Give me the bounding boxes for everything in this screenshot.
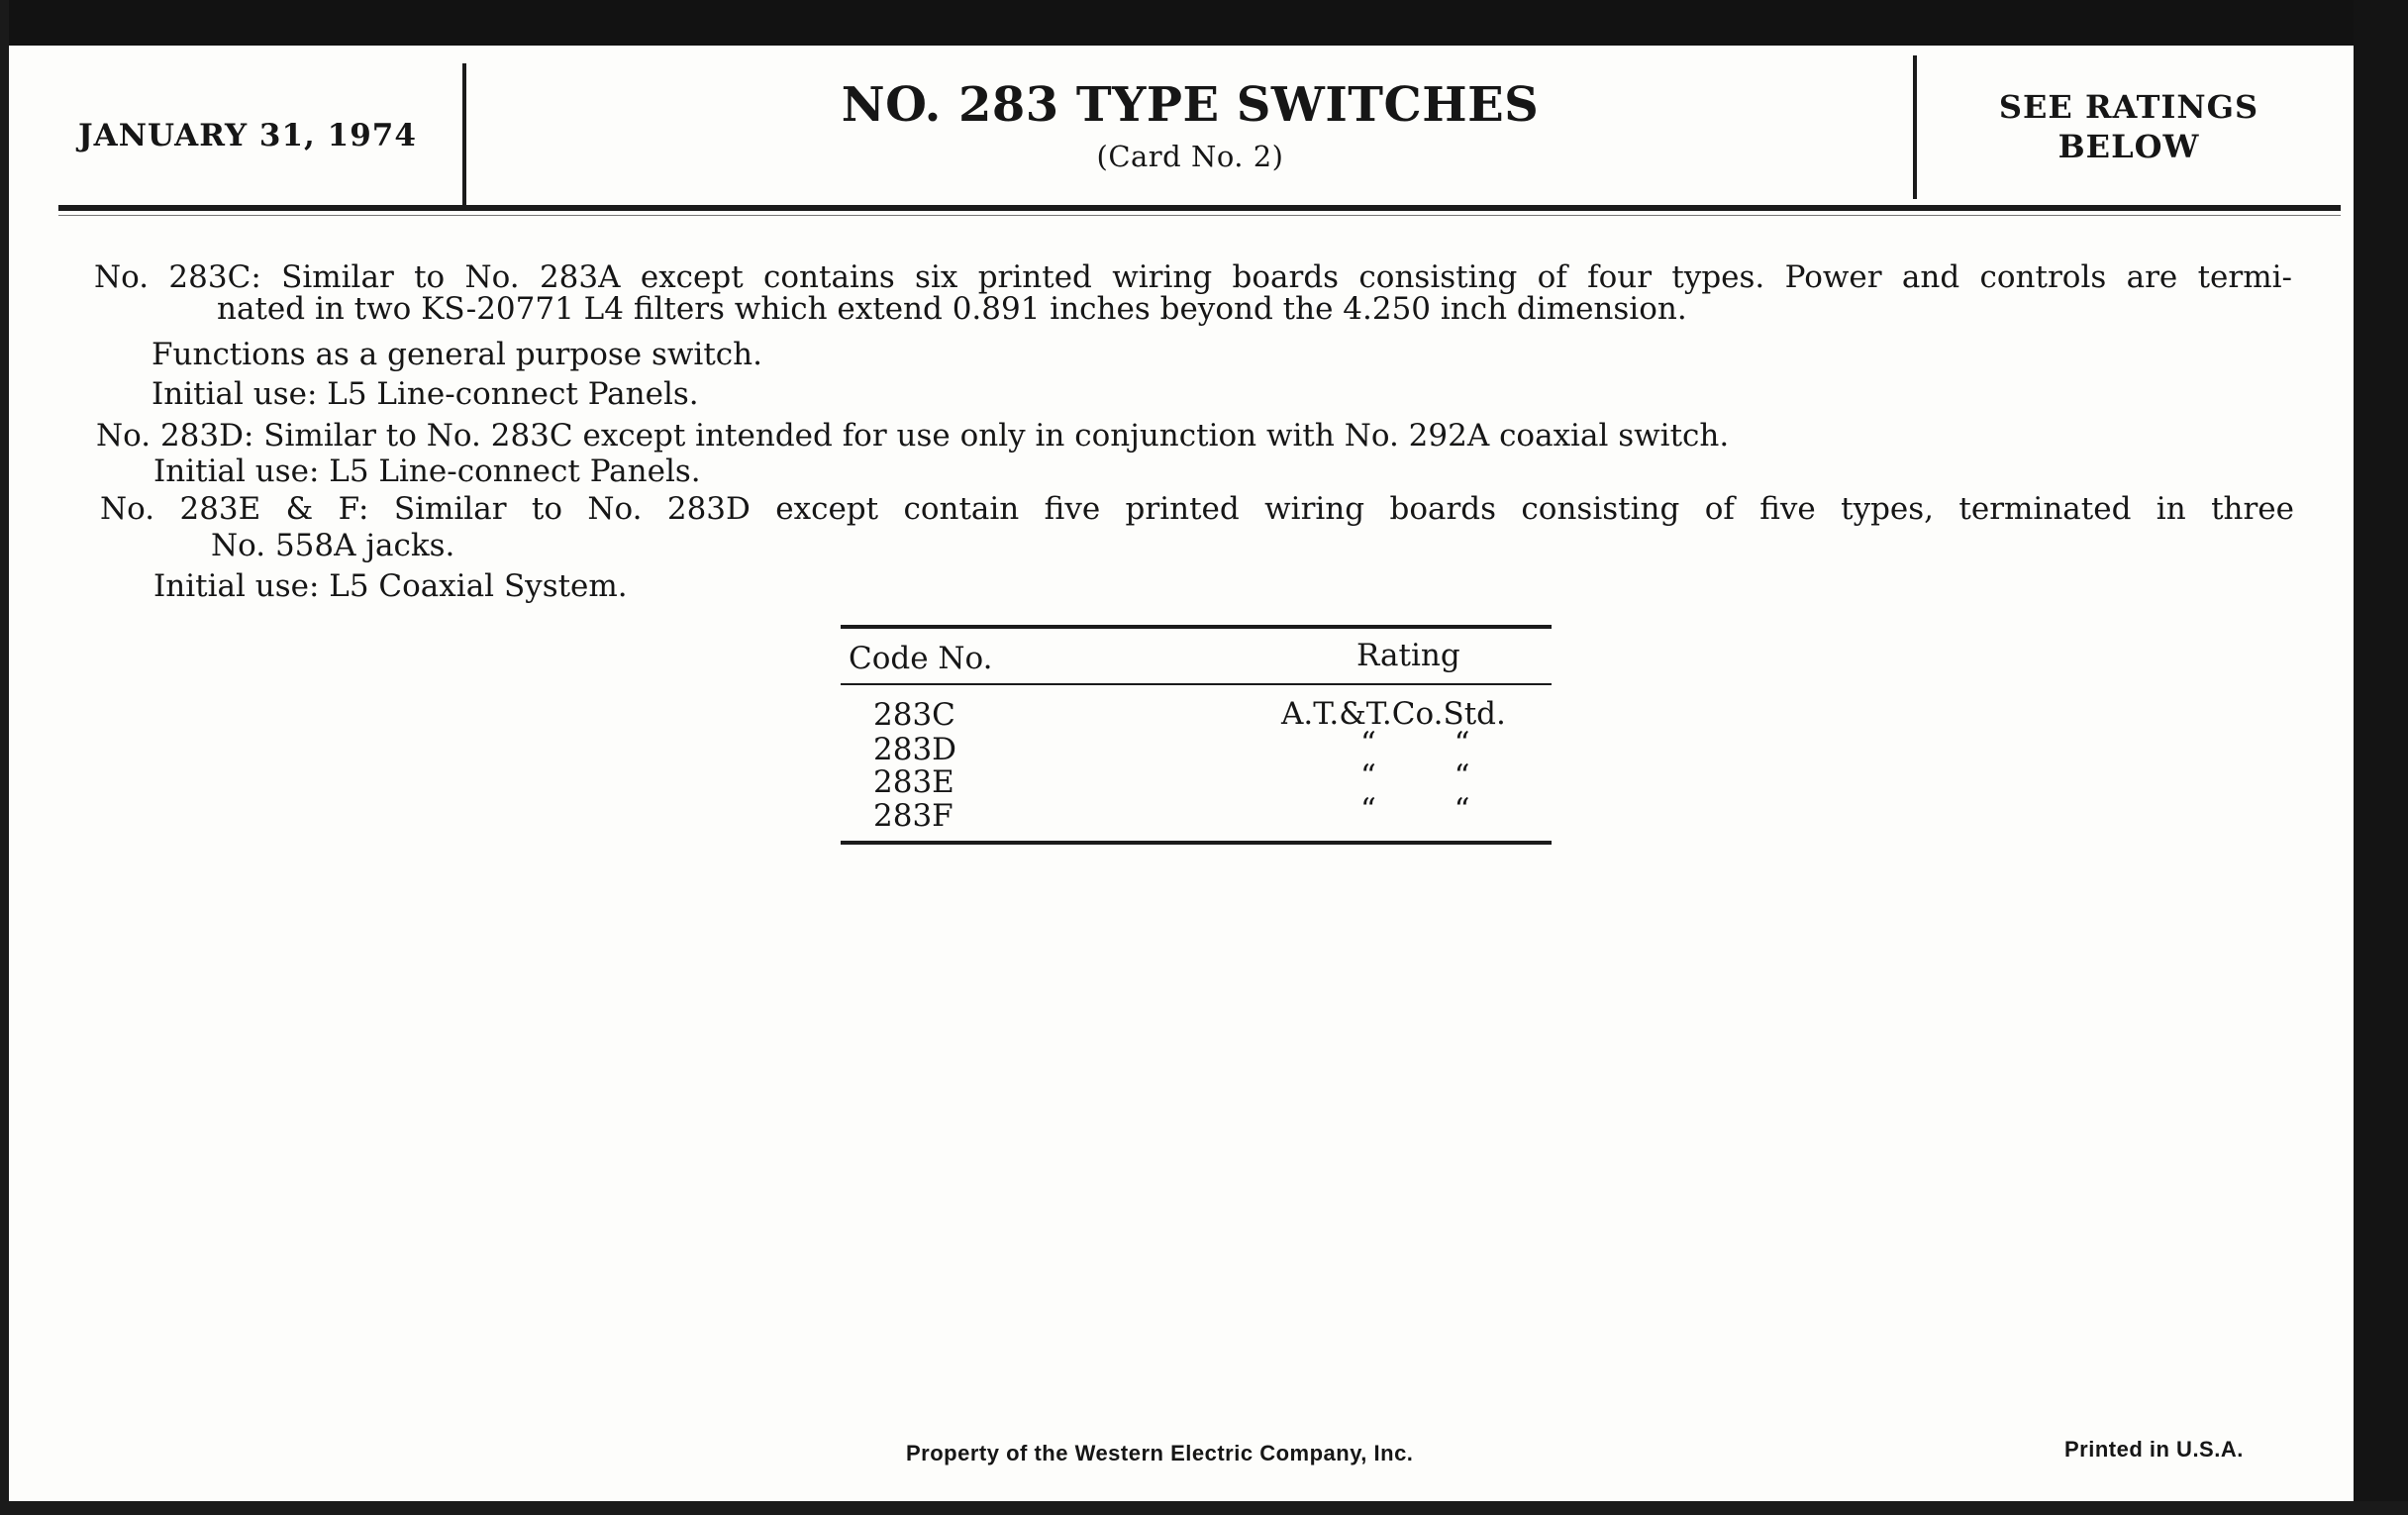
table-code-cell: 283F [873,798,953,834]
ratings-note-line1: SEE RATINGS [1998,88,2259,126]
table-header-rule [841,683,1552,685]
card-subtitle: (Card No. 2) [1096,140,1284,173]
card-date: JANUARY 31, 1974 [78,118,417,153]
ratings-note-line2: BELOW [2057,128,2200,165]
desc-283c-line1: No. 283C: Similar to No. 283A except contains six printed wiring boards consisting of four types. Power and controls are termi- [94,259,2292,295]
desc-283ef-line2: No. 558A jacks. [211,528,455,563]
desc-283ef-line1: No. 283E & F: Similar to No. 283D except contain five printed wiring boards consisting of five types, terminated in three [100,491,2294,527]
scan-border-bottom [0,1501,2408,1515]
header-divider-left [462,63,466,209]
desc-283c-line2: nated in two KS-20771 L4 filters which extend 0.891 inches beyond the 4.250 inch dimension. [217,291,1687,327]
table-code-cell: 283E [873,764,954,800]
header-rule-thin [58,215,2341,216]
table-rating-cell: A.T.&T.Co.Std. [1281,696,1506,732]
table-code-cell: 283D [873,732,957,767]
desc-283c-functions: Functions as a general purpose switch. [151,337,762,372]
card-title: NO. 283 TYPE SWITCHES [841,77,1540,133]
table-code-cell: 283C [873,697,955,733]
table-bottom-rule [841,841,1552,845]
table-top-rule [841,625,1552,629]
desc-283d-initial-use: Initial use: L5 Line-connect Panels. [153,454,701,489]
scan-border-right [2354,0,2408,1515]
table-rating-cell: “ “ [1360,726,1470,761]
desc-283c-initial-use: Initial use: L5 Line-connect Panels. [151,376,699,412]
desc-283d-line1: No. 283D: Similar to No. 283C except intended for use only in conjunction with No. 292A coaxial switch. [96,418,1730,454]
table-header-code: Code No. [849,641,993,676]
desc-283ef-initial-use: Initial use: L5 Coaxial System. [153,568,628,604]
footer-printed: Printed in U.S.A. [2064,1437,2244,1462]
header-rule [58,205,2341,211]
table-header-rating: Rating [1356,638,1460,673]
header-divider-right [1913,55,1917,199]
footer-property: Property of the Western Electric Company, Inc. [906,1441,1414,1465]
table-rating-cell: “ “ [1360,758,1470,794]
scan-border-top [0,0,2408,46]
scan-border-left [0,0,9,1515]
table-rating-cell: “ “ [1360,792,1470,828]
